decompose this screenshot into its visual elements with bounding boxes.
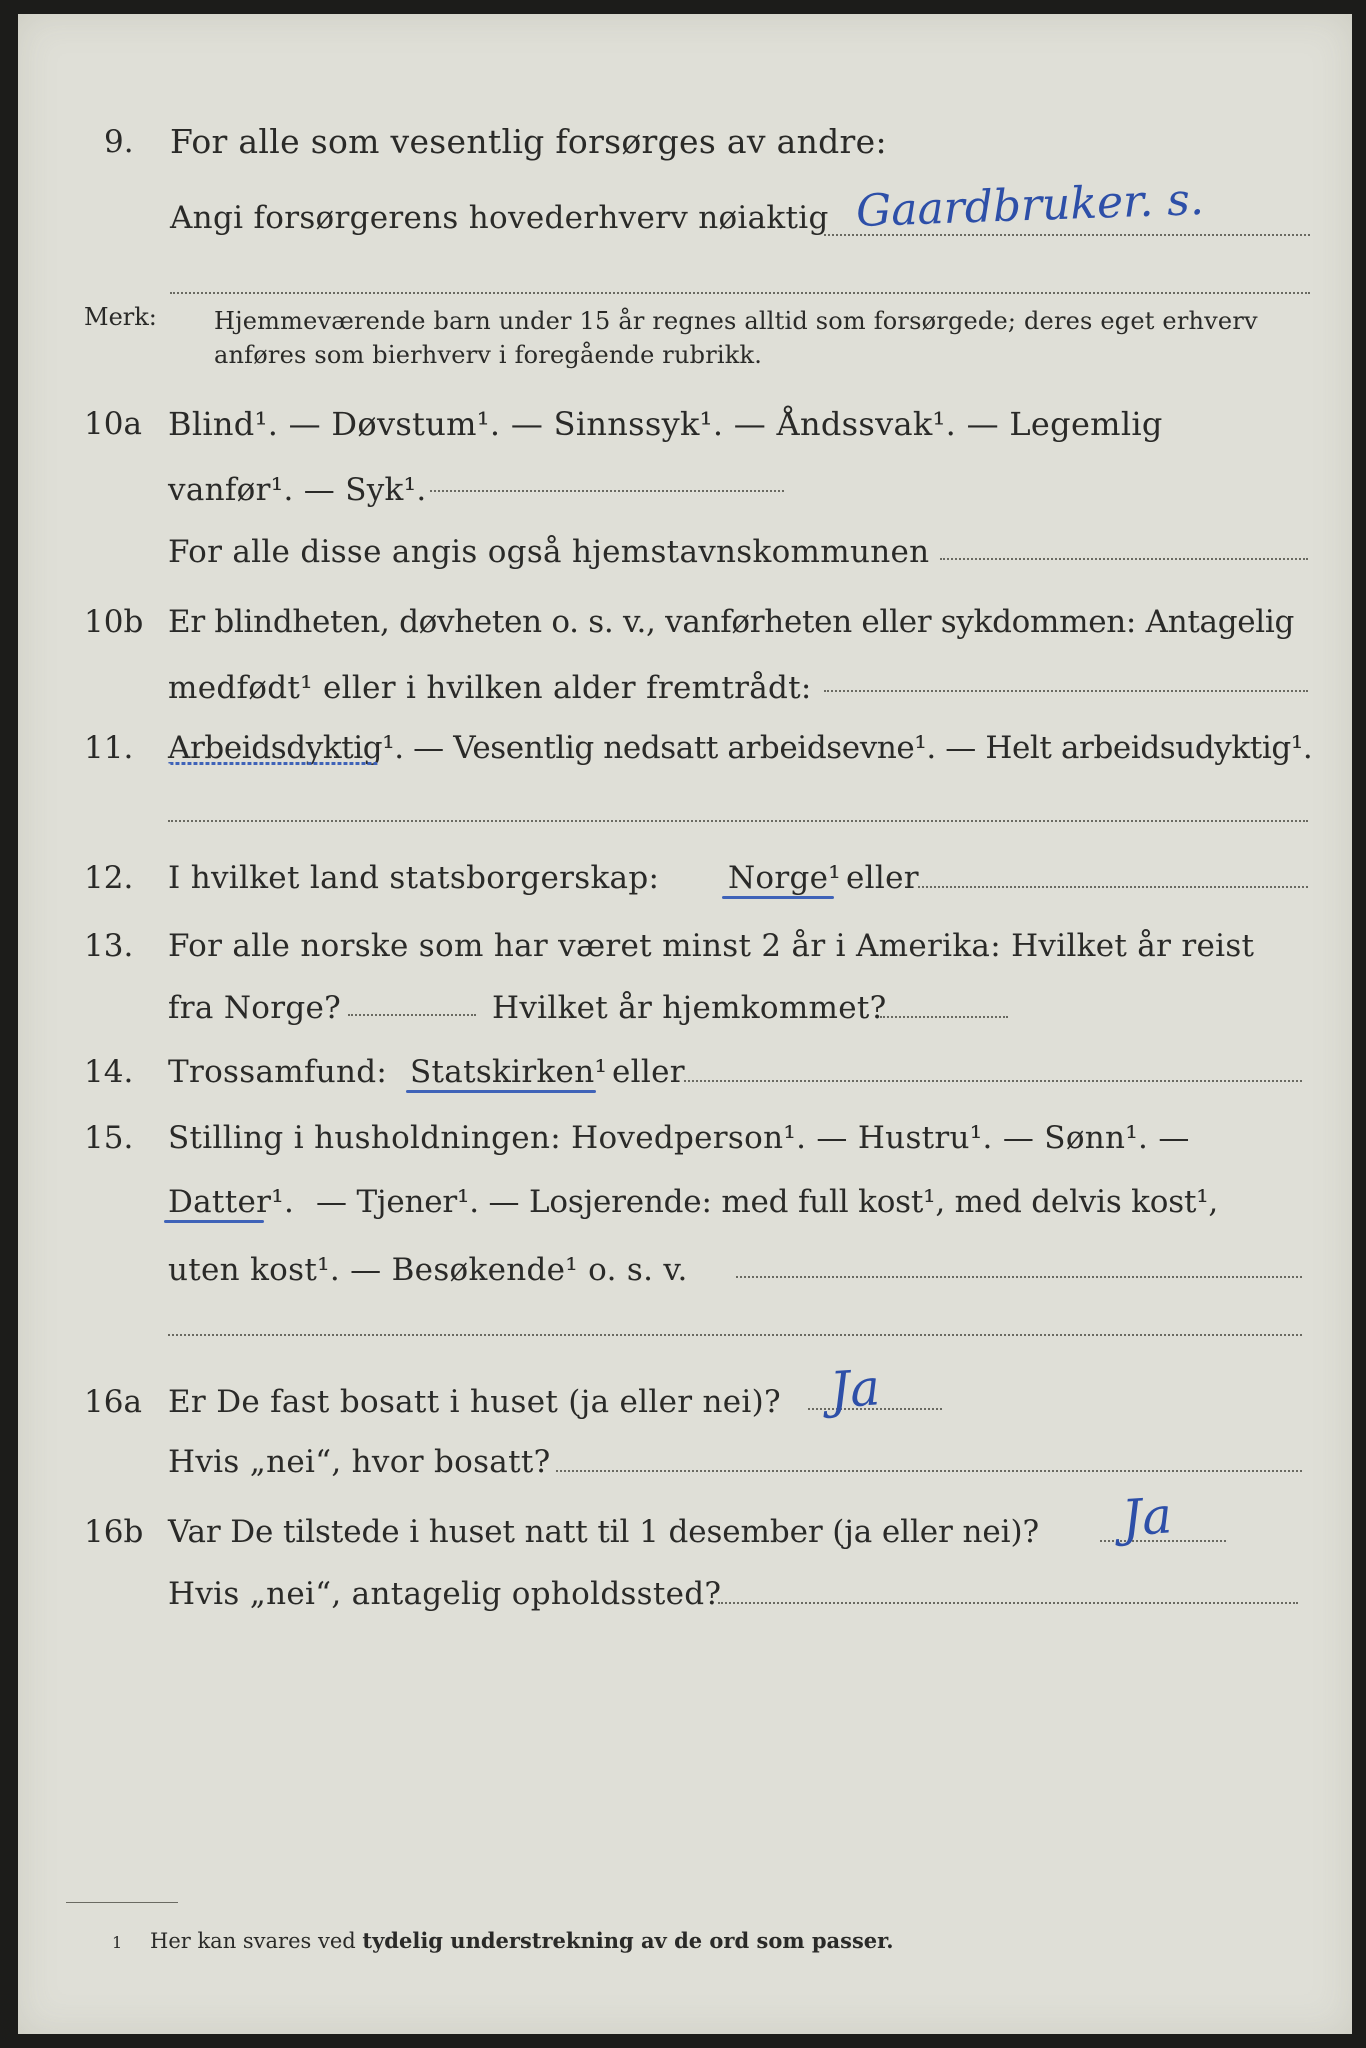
q10a-syk-line [430,490,784,492]
footnote-text [150,1928,894,1954]
q10a-line2: vanfør¹. — Syk¹. [168,472,427,508]
q14-line1c: eller [612,1054,685,1090]
q9-extra-line [170,292,1310,294]
q9-number: 9. [104,124,134,160]
q13-line1: For alle norske som har været minst 2 år i Amerika: Hvilket år reist [168,928,1255,964]
q15-line3: uten kost¹. — Besøkende¹ o. s. v. [168,1252,688,1288]
q16b-line1: Var De tilstede i huset natt til 1 desember (ja eller nei)? [168,1514,1039,1550]
q12-answer-line [918,886,1308,888]
q10b-number: 10b [84,604,144,640]
q11-extra-line [168,820,1308,822]
q11-underline-arbeidsdyktig [168,762,378,765]
q13-hjemkommet-line [880,1016,1008,1018]
merk-line1: Hjemmeværende barn under 15 år regnes alltid som forsørgede; deres eget erhverv [214,307,1258,335]
q9-answer-handwritten: Gaardbruker. s. [855,173,1205,238]
q13-line2b: Hvilket år hjemkommet? [492,990,887,1026]
q16b-number: 16b [84,1514,144,1550]
q11-line1: Arbeidsdyktig¹. — Vesentlig nedsatt arbeidsevne¹. — Helt arbeidsudyktig¹. [168,730,1313,766]
q14-line1a: Trossamfund: [168,1054,388,1090]
q12-underline-norge [722,896,834,899]
q16a-answer-handwritten: Ja [828,1358,882,1420]
q16b-answer-handwritten: Ja [1120,1486,1174,1548]
q9-line2: Angi forsørgerens hovederhverv nøiaktig [170,200,829,236]
q13-number: 13. [84,928,134,964]
q10b-line1: Er blindheten, døvheten o. s. v., vanførheten eller sykdommen: Antagelig [168,604,1295,640]
q9-line1: For alle som vesentlig forsørges av andre: [170,122,887,161]
q16b-line2: Hvis „nei“, antagelig opholdssted? [168,1576,722,1612]
q10b-line2: medfødt¹ eller i hvilken alder fremtrådt: [168,670,812,706]
q10a-kommune-line [940,558,1308,560]
q10a-line3: For alle disse angis også hjemstavnskommunen [168,534,930,570]
q14-underline-statskirken [406,1090,596,1093]
q16a-bosatt-line [556,1470,1302,1472]
q10b-answer-line [824,690,1308,692]
q10a-line1: Blind¹. — Døvstum¹. — Sinnssyk¹. — Åndssvak¹. — Legemlig [168,405,1163,443]
q16a-line2: Hvis „nei“, hvor bosatt? [168,1444,551,1480]
q16a-number: 16a [84,1384,142,1420]
merk-line2: anføres som bierhverv i foregående rubrikk. [214,341,763,369]
q14-answer-line [684,1080,1302,1082]
q16a-line1: Er De fast bosatt i huset (ja eller nei)? [168,1384,781,1420]
q15-underline-datter [164,1220,264,1223]
q15-extra-line [168,1334,1302,1336]
q12-line1c: eller [846,860,919,896]
q13-reist-line [348,1014,476,1016]
q14-statskirken: Statskirken¹ [410,1054,608,1090]
q13-line2a: fra Norge? [168,990,342,1026]
merk-label: Merk: [84,303,157,331]
q15-number: 15. [84,1120,134,1156]
footnote-rule [66,1902,178,1903]
q12-norge: Norge¹ [728,860,842,896]
footnote-marker: 1 [112,1933,123,1952]
census-form-page [18,14,1352,2034]
q15-line1: Stilling i husholdningen: Hovedperson¹. — Hustru¹. — Sønn¹. — [168,1120,1190,1156]
footnote-text-b: tydelig understrekning av de ord som passer. [362,1928,894,1953]
q15-answer-line [736,1276,1302,1278]
q10a-number: 10a [84,406,142,442]
q16b-opholdssted-line [718,1602,1298,1604]
q15-datter: Datter¹. [168,1184,295,1220]
q12-line1a: I hvilket land statsborgerskap: [168,860,660,896]
q15-line2b: — Tjener¹. — Losjerende: med full kost¹, med delvis kost¹, [316,1184,1219,1220]
q14-number: 14. [84,1054,134,1090]
q12-number: 12. [84,860,134,896]
q11-number: 11. [84,730,134,766]
footnote-text-a: Her kan svares ved [150,1929,356,1953]
